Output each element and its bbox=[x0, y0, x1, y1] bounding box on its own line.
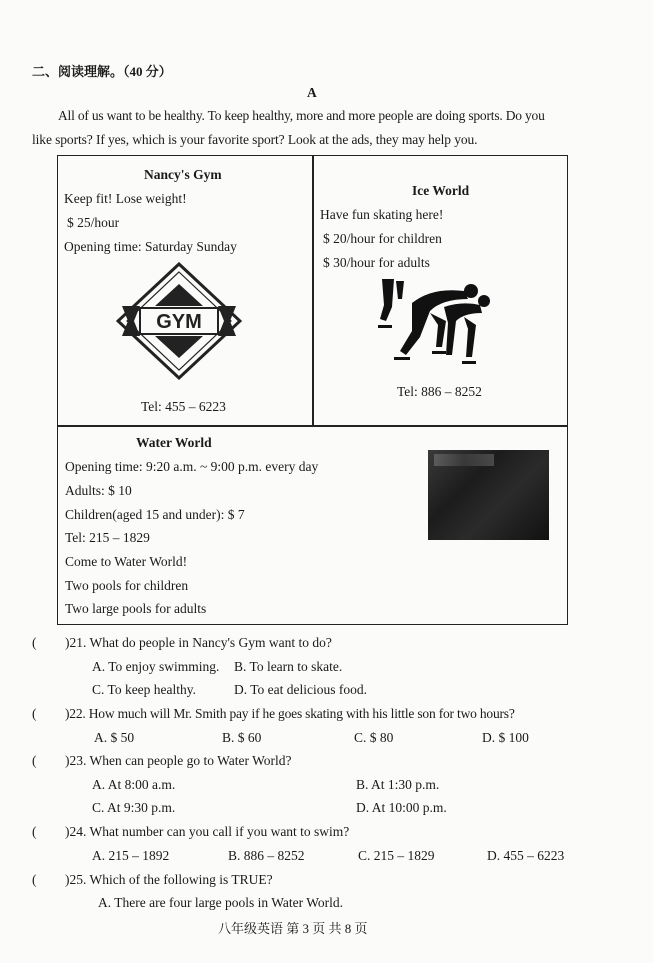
q24-option-c: C. 215 – 1829 bbox=[358, 848, 435, 863]
q22-option-d: D. $ 100 bbox=[482, 730, 529, 745]
q23-option-a: A. At 8:00 a.m. bbox=[92, 777, 176, 792]
water-title: Water World bbox=[136, 435, 212, 450]
q22-paren: ( bbox=[32, 706, 37, 721]
gym-line1: Keep fit! Lose weight! bbox=[64, 191, 187, 206]
q23-option-b: B. At 1:30 p.m. bbox=[356, 777, 440, 792]
q23-option-c: C. At 9:30 p.m. bbox=[92, 800, 176, 815]
ads-divider-vertical bbox=[312, 155, 314, 425]
q25-option-a: A. There are four large pools in Water World. bbox=[98, 895, 344, 910]
water-come: Come to Water World! bbox=[65, 554, 188, 569]
skaters-illustration bbox=[372, 277, 502, 369]
q24-paren: ( bbox=[32, 824, 37, 839]
water-pools-children: Two pools for children bbox=[65, 578, 189, 593]
q22-option-b: B. $ 60 bbox=[222, 730, 262, 745]
q24-option-a: A. 215 – 1892 bbox=[92, 848, 170, 863]
ice-price-adults: $ 30/hour for adults bbox=[323, 255, 430, 270]
page-footer: 八年级英语 第 3 页 共 8 页 bbox=[218, 921, 368, 936]
water-tel: Tel: 215 – 1829 bbox=[65, 530, 150, 545]
q25-paren: ( bbox=[32, 872, 37, 887]
q21-option-c: C. To keep healthy. bbox=[92, 682, 197, 697]
ice-line1: Have fun skating here! bbox=[320, 207, 444, 222]
q21-option-d: D. To eat delicious food. bbox=[234, 682, 368, 697]
q22-option-c: C. $ 80 bbox=[354, 730, 394, 745]
water-pools-adults: Two large pools for adults bbox=[65, 601, 207, 616]
gym-price: $ 25/hour bbox=[67, 215, 120, 230]
section-heading: 二、阅读理解。（40 分） bbox=[32, 64, 172, 79]
water-children: Children(aged 15 and under): $ 7 bbox=[65, 507, 245, 522]
gym-opening: Opening time: Saturday Sunday bbox=[64, 239, 237, 254]
q21-paren: ( bbox=[32, 635, 37, 650]
q23-option-d: D. At 10:00 p.m. bbox=[356, 800, 447, 815]
ice-tel: Tel: 886 – 8252 bbox=[397, 384, 482, 399]
ice-title: Ice World bbox=[412, 183, 470, 198]
intro-line-1: All of us want to be healthy. To keep healthy, more and more people are doing sports. Do you bbox=[58, 108, 545, 123]
q25-stem: )25. Which of the following is TRUE? bbox=[65, 872, 273, 887]
q24-option-d: D. 455 – 6223 bbox=[487, 848, 565, 863]
ice-price-children: $ 20/hour for children bbox=[323, 231, 442, 246]
q22-stem: )22. How much will Mr. Smith pay if he goes skating with his little son for two hours? bbox=[65, 706, 515, 721]
q22-option-a: A. $ 50 bbox=[94, 730, 135, 745]
q23-stem: )23. When can people go to Water World? bbox=[65, 753, 292, 768]
gym-tel: Tel: 455 – 6223 bbox=[141, 399, 226, 414]
gym-logo-text: GYM bbox=[156, 311, 202, 333]
pool-photo bbox=[428, 450, 549, 540]
water-opening: Opening time: 9:20 a.m. ~ 9:00 p.m. every day bbox=[65, 459, 319, 474]
water-adults: Adults: $ 10 bbox=[65, 483, 132, 498]
q24-option-b: B. 886 – 8252 bbox=[228, 848, 305, 863]
intro-line-2: like sports? If yes, which is your favorite sport? Look at the ads, they may help you. bbox=[32, 132, 478, 147]
q24-stem: )24. What number can you call if you want to swim? bbox=[65, 824, 350, 839]
gym-title: Nancy's Gym bbox=[144, 167, 222, 182]
q21-option-b: B. To learn to skate. bbox=[234, 659, 343, 674]
q23-paren: ( bbox=[32, 753, 37, 768]
q21-option-a: A. To enjoy swimming. bbox=[92, 659, 220, 674]
gym-logo bbox=[116, 262, 242, 380]
q21-stem: )21. What do people in Nancy's Gym want to do? bbox=[65, 635, 332, 650]
passage-label: A bbox=[307, 85, 317, 100]
ads-divider-horizontal bbox=[57, 425, 568, 427]
